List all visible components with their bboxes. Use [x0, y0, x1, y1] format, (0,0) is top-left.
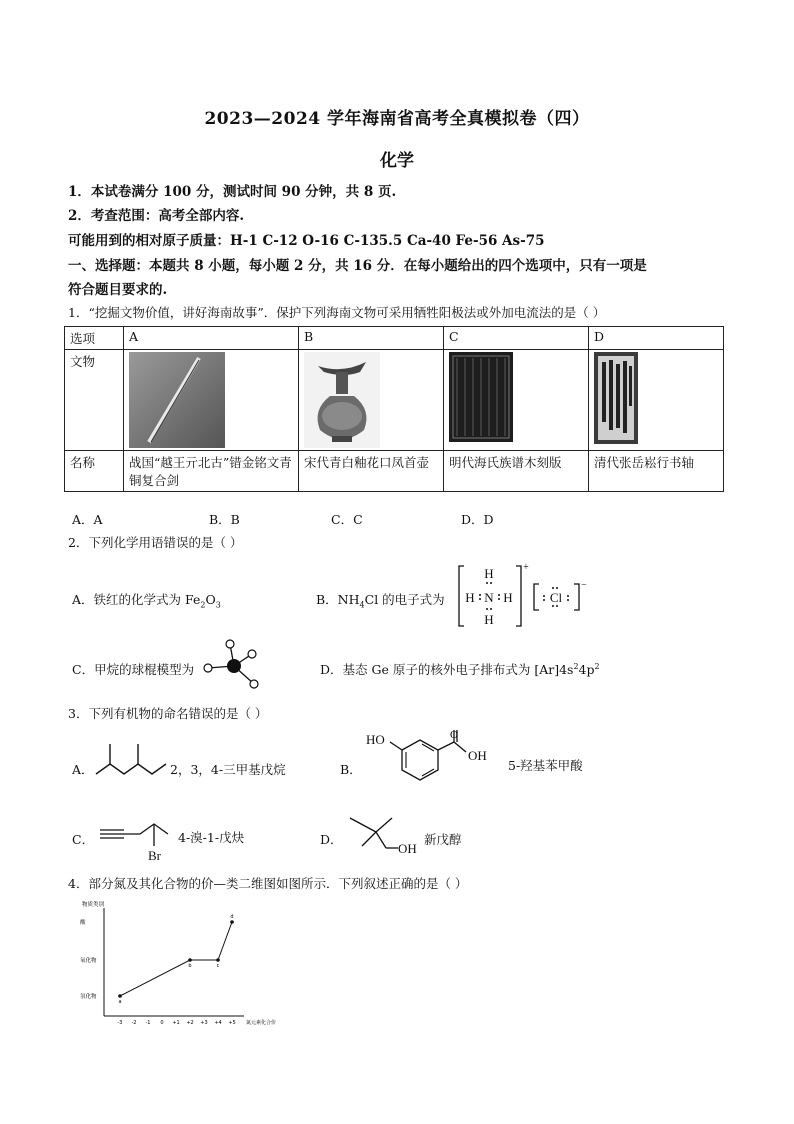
data-point — [230, 920, 234, 924]
artifact-image-b — [299, 350, 444, 451]
artifact-name-a: 战国“越王亓北古”错金铭文青铜复合剑 — [124, 451, 299, 492]
lewis-h-top: H — [484, 566, 494, 581]
q3-option-b-name: 5-羟基苯甲酸 — [508, 758, 583, 773]
row-label-name: 名称 — [65, 451, 124, 492]
data-point — [216, 958, 220, 962]
q2-option-b: B．$NH_4Cl$ 的电子式为 — [316, 592, 445, 610]
q1-option-d: D．D — [461, 512, 494, 527]
y-category-label: 氧化物 — [80, 958, 97, 964]
nitrogen-valence-class-chart — [76, 896, 286, 1036]
subject-title: 化学 — [380, 151, 414, 171]
label-br: Br — [148, 848, 161, 863]
x-tick-label: +4 — [214, 1020, 222, 1026]
q3-option-c-name: 4-溴-1-戊炔 — [178, 830, 245, 845]
note-2: 2．考查范围：高考全部内容. — [68, 208, 245, 224]
q3-option-d-letter: D． — [320, 832, 343, 847]
neopentyl-alcohol-structure — [342, 812, 426, 858]
label-oh: OH — [398, 841, 417, 856]
lewis-h-right: H — [503, 590, 513, 605]
point-label: c — [216, 963, 220, 969]
q3-option-b-letter: B． — [340, 762, 362, 777]
table-row — [65, 327, 724, 350]
q2-stem: 2．下列化学用语错误的是（ ） — [68, 535, 243, 550]
x-tick-label: +2 — [186, 1020, 194, 1026]
artifact-image-a — [124, 350, 299, 451]
artifact-name-c: 明代海氏族谱木刻版 — [444, 451, 589, 492]
q3-option-a-letter: A． — [72, 762, 94, 777]
artifact-image-c — [444, 350, 589, 451]
artifact-name-d: 清代张岳崧行书轴 — [589, 451, 724, 492]
q1-option-a: A．A — [72, 512, 103, 527]
exam-title: 2023—2024 学年海南省高考全真模拟卷（四） — [204, 109, 590, 129]
row-label-artifact: 文物 — [65, 350, 124, 451]
point-label: b — [188, 963, 192, 969]
x-tick-label: +5 — [228, 1020, 236, 1026]
q3-option-a-name: 2，3，4-三甲基戊烷 — [170, 762, 286, 777]
q3-option-d-name: 新戊醇 — [424, 832, 462, 847]
bronze-sword-photo — [129, 352, 225, 448]
q3-stem: 3．下列有机物的命名错误的是（ ） — [68, 706, 268, 721]
table-row — [65, 451, 724, 492]
lewis-cl: Cl — [549, 590, 563, 605]
methane-ball-stick-model — [200, 638, 268, 694]
q3-option-c-letter: C． — [72, 832, 95, 847]
bromopentyne-structure — [96, 812, 180, 866]
label-ho: HO — [366, 732, 385, 747]
data-point — [118, 994, 122, 998]
table-header-cell: C — [444, 327, 589, 350]
table-row — [65, 350, 724, 451]
lewis-h-left: H — [465, 590, 475, 605]
point-label: d — [230, 914, 234, 920]
label-o: O — [450, 729, 458, 741]
series-line — [120, 922, 232, 996]
section-heading-line2: 符合题目要求的. — [68, 282, 168, 298]
y-category-label: 氢化物 — [80, 994, 97, 1000]
x-tick-label: -3 — [117, 1020, 123, 1026]
x-axis-title: 氮元素化合价 — [246, 1020, 277, 1026]
x-tick-label: +1 — [172, 1020, 180, 1026]
nh4cl-electron-formula — [456, 562, 586, 632]
q1-artifact-table — [64, 326, 724, 492]
y-axis-title: 物质类别 — [82, 902, 105, 908]
lewis-minus: − — [581, 580, 587, 591]
data-point — [188, 958, 192, 962]
phoenix-ewer-photo — [304, 352, 380, 448]
table-header-cell: D — [589, 327, 724, 350]
x-tick-label: -2 — [131, 1020, 137, 1026]
atomic-mass-note: 可能用到的相对原子质量：H-1 C-12 O-16 C-135.5 Ca-40 Fe-56 As-75 — [68, 233, 545, 249]
q2-option-c: C．甲烷的球棍模型为 — [72, 662, 195, 677]
q2-option-a: A．铁红的化学式为 $Fe_2O_3$ — [72, 592, 221, 610]
table-header-cell: 选项 — [65, 327, 124, 350]
calligraphy-scroll-photo — [594, 352, 638, 444]
lewis-n: N — [484, 590, 494, 605]
table-header-cell: B — [299, 327, 444, 350]
q1-option-c: C．C — [331, 512, 363, 527]
note-1: 1．本试卷满分 100 分，测试时间 90 分钟，共 8 页. — [68, 184, 397, 200]
x-tick-label: +3 — [200, 1020, 208, 1026]
lewis-plus: + — [523, 562, 529, 573]
trimethylpentane-structure — [94, 738, 170, 782]
woodblock-photo — [449, 352, 513, 442]
lewis-h-bottom: H — [484, 612, 494, 627]
label-oh: OH — [468, 748, 487, 763]
q1-option-b: B．B — [209, 512, 240, 527]
q1-stem: 1．“挖掘文物价值，讲好海南故事”．保护下列海南文物可采用牺牲阳极法或外加电流法的是（ ） — [68, 305, 606, 320]
q4-stem: 4．部分氮及其化合物的价—类二维图如图所示．下列叙述正确的是（ ） — [68, 876, 468, 891]
table-header-cell: A — [124, 327, 299, 350]
artifact-image-d — [589, 350, 724, 451]
point-label: a — [118, 999, 122, 1005]
x-tick-label: 0 — [160, 1020, 164, 1026]
hydroxybenzoic-acid-structure — [362, 728, 512, 792]
x-tick-label: -1 — [145, 1020, 151, 1026]
artifact-name-b: 宋代青白釉花口凤首壶 — [299, 451, 444, 492]
y-category-label: 酸 — [80, 920, 86, 926]
section-heading-line1: 一、选择题：本题共 8 小题，每小题 2 分，共 16 分．在每小题给出的四个选项中，只有一项是 — [68, 258, 647, 274]
q2-option-d: D．基态 Ge 原子的核外电子排布式为 $[Ar]4s^24p^2$ — [320, 661, 600, 677]
